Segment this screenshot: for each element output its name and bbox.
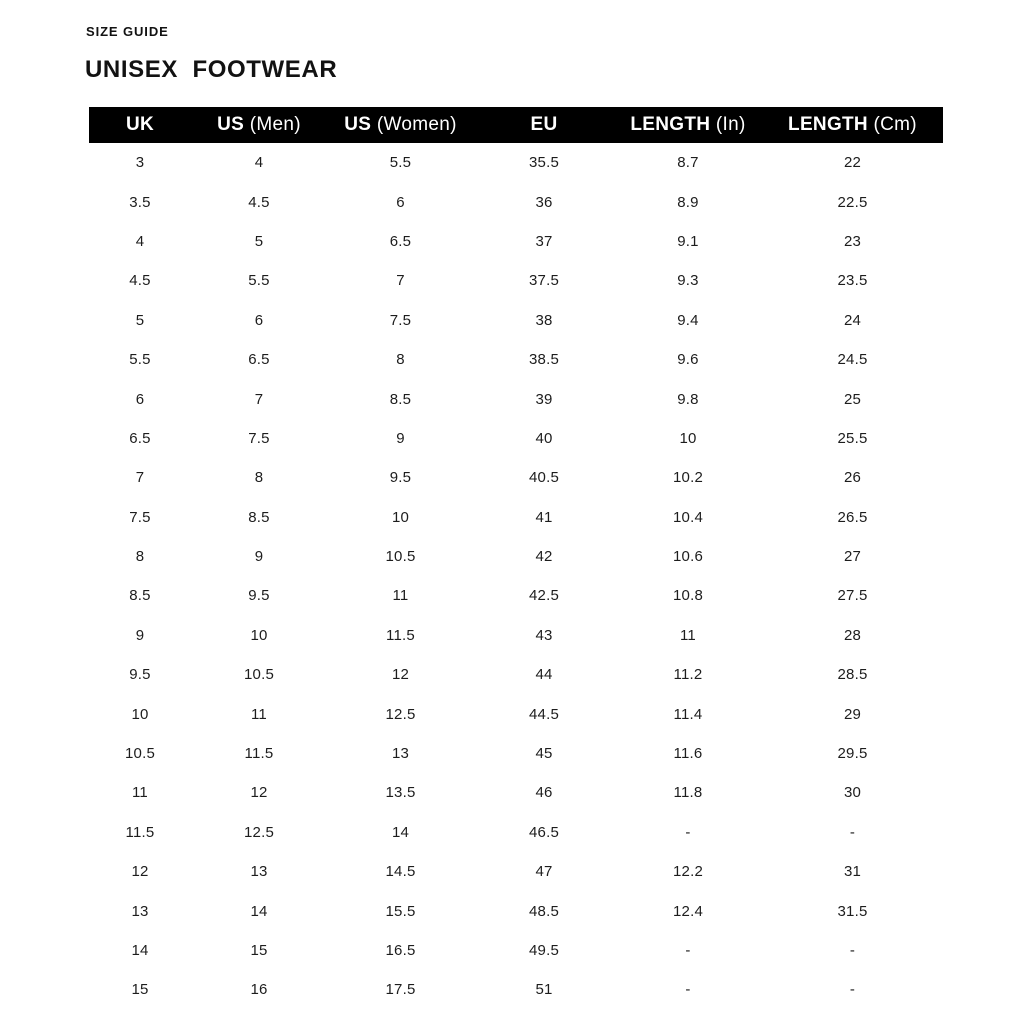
size-cell-uk: 10.5 bbox=[125, 745, 155, 763]
size-cell-length-in: 8.9 bbox=[677, 193, 699, 211]
column-header-eu bbox=[474, 107, 614, 143]
size-cell-us-men: 9.5 bbox=[248, 587, 270, 605]
size-cell-length-in: 11.8 bbox=[673, 784, 703, 802]
table-row bbox=[89, 458, 943, 497]
size-cell-length-cm: 30 bbox=[843, 784, 862, 802]
table-row bbox=[89, 773, 943, 812]
column-header-bold: US bbox=[217, 114, 245, 135]
size-cell-length-in: 9.8 bbox=[677, 390, 699, 408]
size-cell-us-men: 6 bbox=[254, 311, 264, 329]
size-cell-length-in: 11.6 bbox=[673, 745, 703, 763]
size-cell-us-men: 16 bbox=[250, 981, 268, 999]
column-header-uk bbox=[89, 107, 191, 143]
table-row bbox=[89, 419, 943, 458]
size-cell-us-men: 8 bbox=[254, 469, 264, 487]
size-cell-eu: 48.5 bbox=[529, 902, 559, 920]
size-cell-eu: 37 bbox=[535, 232, 553, 250]
size-cell-length-cm: 29 bbox=[843, 705, 862, 723]
size-cell-length-in: 9.1 bbox=[677, 232, 699, 250]
size-cell-length-cm: 27 bbox=[843, 548, 862, 566]
size-cell-uk: 10 bbox=[131, 705, 149, 723]
size-cell-length-in: 10.2 bbox=[673, 469, 703, 487]
column-header-bold: LENGTH bbox=[630, 114, 711, 135]
size-cell-length-cm: 31 bbox=[843, 863, 862, 881]
size-cell-uk: 6 bbox=[135, 390, 145, 408]
size-cell-length-cm: 31.5 bbox=[837, 902, 868, 920]
size-cell-us-women: 14.5 bbox=[385, 863, 416, 881]
size-cell-eu: 46 bbox=[535, 784, 553, 802]
size-cell-us-women: 7 bbox=[396, 272, 405, 290]
table-row bbox=[89, 970, 943, 1009]
size-table bbox=[89, 107, 943, 1010]
size-cell-eu: 38.5 bbox=[529, 351, 559, 369]
size-cell-uk: 4 bbox=[135, 232, 145, 250]
size-cell-length-cm: 27.5 bbox=[837, 587, 868, 605]
column-header-bold: LENGTH bbox=[788, 114, 868, 135]
size-cell-eu: 40 bbox=[535, 429, 553, 447]
size-cell-us-women: 12 bbox=[391, 666, 410, 684]
size-cell-uk: 3.5 bbox=[129, 193, 151, 211]
table-row bbox=[89, 931, 943, 970]
column-header-bold: US bbox=[344, 114, 372, 135]
table-row bbox=[89, 852, 943, 891]
size-cell-eu: 43 bbox=[535, 626, 553, 644]
size-cell-us-women: 6.5 bbox=[389, 232, 412, 250]
size-cell-uk: 4.5 bbox=[129, 272, 151, 290]
size-cell-uk: 8 bbox=[135, 548, 145, 566]
size-cell-uk: 13 bbox=[131, 902, 149, 920]
size-cell-us-women: 10.5 bbox=[385, 548, 416, 566]
size-cell-us-women: 15.5 bbox=[385, 902, 416, 920]
size-cell-length-in: 10 bbox=[679, 429, 697, 447]
size-cell-eu: 40.5 bbox=[529, 469, 559, 487]
table-row bbox=[89, 813, 943, 852]
size-cell-length-cm: - bbox=[849, 942, 856, 959]
size-cell-us-men: 7.5 bbox=[248, 429, 270, 447]
size-cell-eu: 36 bbox=[535, 193, 553, 211]
size-cell-eu: 51 bbox=[535, 981, 553, 999]
size-cell-uk: 9 bbox=[135, 626, 145, 644]
size-guide-label: SIZE GUIDE bbox=[86, 24, 169, 39]
size-cell-uk: 3 bbox=[135, 154, 145, 172]
column-header-bold: EU bbox=[530, 114, 558, 135]
size-cell-us-women: 11 bbox=[392, 587, 409, 605]
size-cell-length-in: - bbox=[685, 823, 691, 841]
column-header-length-in bbox=[614, 107, 762, 143]
size-cell-length-cm: 29.5 bbox=[837, 745, 868, 763]
size-cell-eu: 44 bbox=[535, 666, 553, 684]
size-cell-length-in: 12.2 bbox=[673, 863, 703, 881]
size-cell-length-cm: 26 bbox=[843, 469, 862, 487]
size-cell-us-men: 4.5 bbox=[248, 193, 270, 211]
size-cell-uk: 9.5 bbox=[129, 666, 151, 684]
size-cell-us-men: 15 bbox=[250, 942, 268, 959]
column-header-qualifier: (Cm) bbox=[867, 114, 917, 135]
size-cell-us-women: 8.5 bbox=[389, 390, 412, 408]
size-cell-length-cm: 22.5 bbox=[837, 193, 868, 211]
column-header-qualifier: (Men) bbox=[244, 114, 301, 135]
size-cell-uk: 11 bbox=[132, 784, 148, 802]
size-cell-us-women: 8 bbox=[396, 351, 405, 369]
size-cell-length-cm: 28 bbox=[843, 626, 862, 644]
table-row bbox=[89, 301, 943, 340]
size-cell-length-in: 11.4 bbox=[673, 705, 703, 723]
size-cell-us-women: 14 bbox=[391, 823, 410, 841]
size-cell-us-men: 12.5 bbox=[244, 823, 274, 841]
size-cell-length-cm: 26.5 bbox=[837, 508, 868, 526]
size-cell-uk: 11.5 bbox=[125, 823, 155, 841]
size-cell-us-men: 5.5 bbox=[248, 272, 270, 290]
size-cell-us-men: 7 bbox=[254, 390, 264, 408]
size-cell-eu: 46.5 bbox=[529, 823, 559, 841]
size-cell-uk: 14 bbox=[131, 942, 149, 959]
size-cell-length-cm: 24.5 bbox=[837, 351, 868, 369]
size-cell-uk: 7 bbox=[135, 469, 145, 487]
size-cell-length-cm: 28.5 bbox=[837, 666, 868, 684]
size-cell-eu: 35.5 bbox=[529, 154, 559, 172]
table-row bbox=[89, 537, 943, 576]
column-header-bold: UK bbox=[125, 114, 155, 135]
size-table-body bbox=[89, 143, 943, 1010]
size-cell-us-women: 11.5 bbox=[386, 626, 415, 644]
size-cell-uk: 6.5 bbox=[129, 429, 151, 447]
size-cell-us-men: 13 bbox=[250, 863, 268, 881]
size-cell-eu: 42.5 bbox=[529, 587, 559, 605]
size-cell-length-cm: 23 bbox=[843, 232, 862, 250]
size-cell-length-in: 11.2 bbox=[673, 666, 703, 684]
size-cell-length-in: 11 bbox=[680, 626, 696, 644]
size-cell-length-cm: - bbox=[849, 823, 856, 841]
size-cell-uk: 7.5 bbox=[129, 508, 151, 526]
size-cell-length-cm: 23.5 bbox=[837, 272, 868, 290]
page-title: UNISEX FOOTWEAR bbox=[85, 56, 338, 83]
table-row bbox=[89, 379, 943, 418]
size-cell-uk: 5.5 bbox=[129, 351, 151, 369]
size-cell-length-in: 9.6 bbox=[677, 351, 699, 369]
size-cell-us-men: 11.5 bbox=[244, 745, 274, 763]
size-cell-us-women: 5.5 bbox=[389, 154, 412, 172]
size-cell-length-cm: 24 bbox=[843, 311, 862, 329]
size-cell-us-men: 12 bbox=[250, 784, 268, 802]
header-row bbox=[89, 107, 943, 143]
size-cell-length-in: 10.6 bbox=[673, 548, 703, 566]
size-cell-us-men: 6.5 bbox=[248, 351, 270, 369]
size-cell-uk: 8.5 bbox=[129, 587, 151, 605]
size-cell-uk: 15 bbox=[131, 981, 149, 999]
column-header-us-women bbox=[327, 107, 474, 143]
table-row bbox=[89, 891, 943, 930]
size-cell-eu: 39 bbox=[535, 390, 553, 408]
table-row bbox=[89, 261, 943, 300]
table-row bbox=[89, 694, 943, 733]
table-row bbox=[89, 734, 943, 773]
table-row bbox=[89, 576, 943, 615]
table-row bbox=[89, 143, 943, 182]
size-cell-length-cm: 25.5 bbox=[837, 429, 868, 447]
table-row bbox=[89, 616, 943, 655]
size-cell-us-women: 13 bbox=[391, 745, 410, 763]
size-cell-length-cm: 22 bbox=[843, 154, 862, 172]
table-row bbox=[89, 498, 943, 537]
size-cell-length-in: 8.7 bbox=[677, 154, 699, 172]
table-row bbox=[89, 655, 943, 694]
size-cell-eu: 38 bbox=[535, 311, 553, 329]
size-cell-us-men: 10 bbox=[250, 626, 268, 644]
size-cell-length-in: 12.4 bbox=[673, 902, 703, 920]
size-cell-us-men: 10.5 bbox=[244, 666, 274, 684]
size-cell-us-women: 12.5 bbox=[385, 705, 416, 723]
size-table-header bbox=[89, 107, 943, 143]
size-cell-us-men: 9 bbox=[254, 548, 264, 566]
column-header-length-cm bbox=[762, 107, 943, 143]
column-header-qualifier: (In) bbox=[710, 114, 746, 135]
size-cell-us-men: 4 bbox=[254, 154, 264, 172]
size-cell-us-men: 8.5 bbox=[248, 508, 270, 526]
size-cell-length-in: 9.4 bbox=[677, 311, 699, 329]
size-cell-uk: 5 bbox=[135, 311, 145, 329]
size-cell-length-in: 10.4 bbox=[673, 508, 703, 526]
size-cell-length-cm: 25 bbox=[843, 390, 862, 408]
size-cell-us-men: 5 bbox=[254, 232, 264, 250]
column-header-us-men bbox=[191, 107, 327, 143]
size-cell-eu: 41 bbox=[535, 508, 553, 526]
size-cell-us-women: 10 bbox=[391, 508, 410, 526]
size-cell-us-women: 6 bbox=[396, 193, 405, 211]
size-cell-eu: 45 bbox=[535, 745, 553, 763]
size-cell-us-women: 13.5 bbox=[385, 784, 416, 802]
column-header-qualifier: (Women) bbox=[371, 114, 457, 135]
table-row bbox=[89, 340, 943, 379]
size-cell-length-cm: - bbox=[849, 981, 856, 999]
size-cell-us-women: 9 bbox=[396, 429, 405, 447]
size-cell-us-women: 17.5 bbox=[385, 981, 416, 999]
size-cell-us-women: 16.5 bbox=[385, 942, 416, 959]
size-cell-length-in: - bbox=[685, 942, 691, 959]
size-cell-eu: 42 bbox=[535, 548, 553, 566]
size-cell-length-in: - bbox=[685, 981, 691, 999]
size-cell-us-men: 14 bbox=[250, 902, 268, 920]
size-cell-eu: 47 bbox=[535, 863, 553, 881]
table-row bbox=[89, 222, 943, 261]
size-cell-us-women: 7.5 bbox=[389, 311, 412, 329]
size-cell-length-in: 10.8 bbox=[673, 587, 703, 605]
size-cell-eu: 49.5 bbox=[529, 942, 559, 959]
size-cell-us-women: 9.5 bbox=[389, 469, 412, 487]
size-cell-uk: 12 bbox=[131, 863, 149, 881]
table-row bbox=[89, 182, 943, 221]
size-cell-eu: 44.5 bbox=[529, 705, 559, 723]
size-cell-us-men: 11 bbox=[251, 705, 267, 723]
size-cell-eu: 37.5 bbox=[529, 272, 559, 290]
size-cell-length-in: 9.3 bbox=[677, 272, 699, 290]
